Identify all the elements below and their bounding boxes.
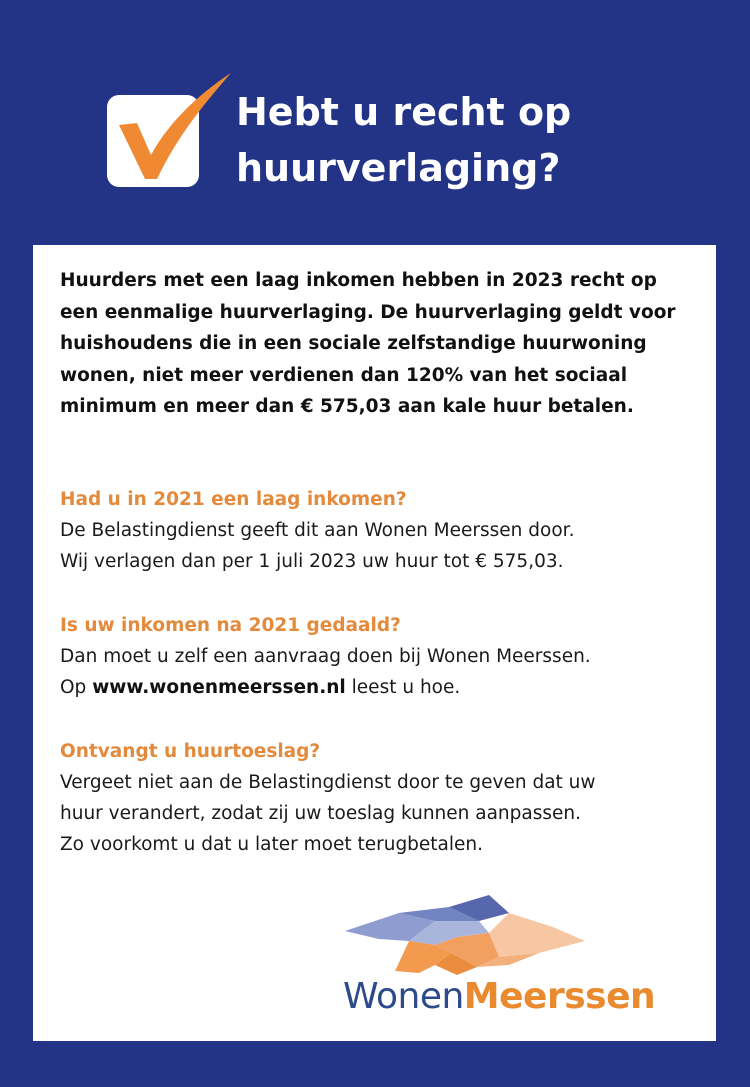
section-heading: Is uw inkomen na 2021 gedaald?: [60, 615, 401, 636]
section-line: Wij verlagen dan per 1 juli 2023 uw huur tot € 575,03.: [60, 551, 564, 572]
logo-meerssen: Meerssen: [463, 976, 656, 1017]
logo-wonen: Wonen: [343, 976, 464, 1017]
section-line: Zo voorkomt u dat u later moet terugbetalen.: [60, 834, 484, 855]
section-line: [60, 672, 710, 703]
page-title: [236, 84, 716, 196]
section-line: De Belastingdienst geeft dit aan Wonen Meerssen door.: [60, 520, 575, 541]
logo-wordmark: [343, 975, 655, 1019]
section-low-income-2021: [60, 485, 710, 577]
section-income-dropped: [60, 611, 710, 703]
title-line-1: Hebt u recht op: [236, 90, 572, 134]
wonen-meerssen-logo: [339, 893, 684, 1023]
link-prefix: Op: [60, 677, 93, 698]
link-suffix: leest u hoe.: [345, 677, 461, 698]
intro-paragraph: Huurders met een laag inkomen hebben in 2023 recht op een eenmalige huurverlaging. De huurverlaging geldt voor huishoudens die in een sociale zelfstandige huurwoning wonen, niet meer verdienen dan 120% van het sociaal minimum en meer dan € 575,03 aan kale huur betalen.: [60, 270, 676, 417]
checkbox-check-icon: [107, 95, 199, 187]
section-body: [60, 515, 710, 577]
content-card: [33, 245, 716, 1041]
title-line-2: huurverlaging?: [236, 146, 561, 190]
section-line: huur verandert, zodat zij uw toeslag kunnen aanpassen.: [60, 803, 581, 824]
header: [0, 0, 750, 245]
section-rent-allowance: [60, 737, 710, 860]
section-heading: Ontvangt u huurtoeslag?: [60, 741, 321, 762]
section-line: Vergeet niet aan de Belastingdienst door te geven dat uw: [60, 772, 596, 793]
section-line: Dan moet u zelf een aanvraag doen bij Wonen Meerssen.: [60, 646, 591, 667]
section-body: [60, 767, 710, 860]
section-body: [60, 641, 710, 703]
roofs-logo-icon: [339, 893, 684, 983]
website-link[interactable]: www.wonenmeerssen.nl: [92, 677, 346, 698]
section-heading: Had u in 2021 een laag inkomen?: [60, 489, 407, 510]
